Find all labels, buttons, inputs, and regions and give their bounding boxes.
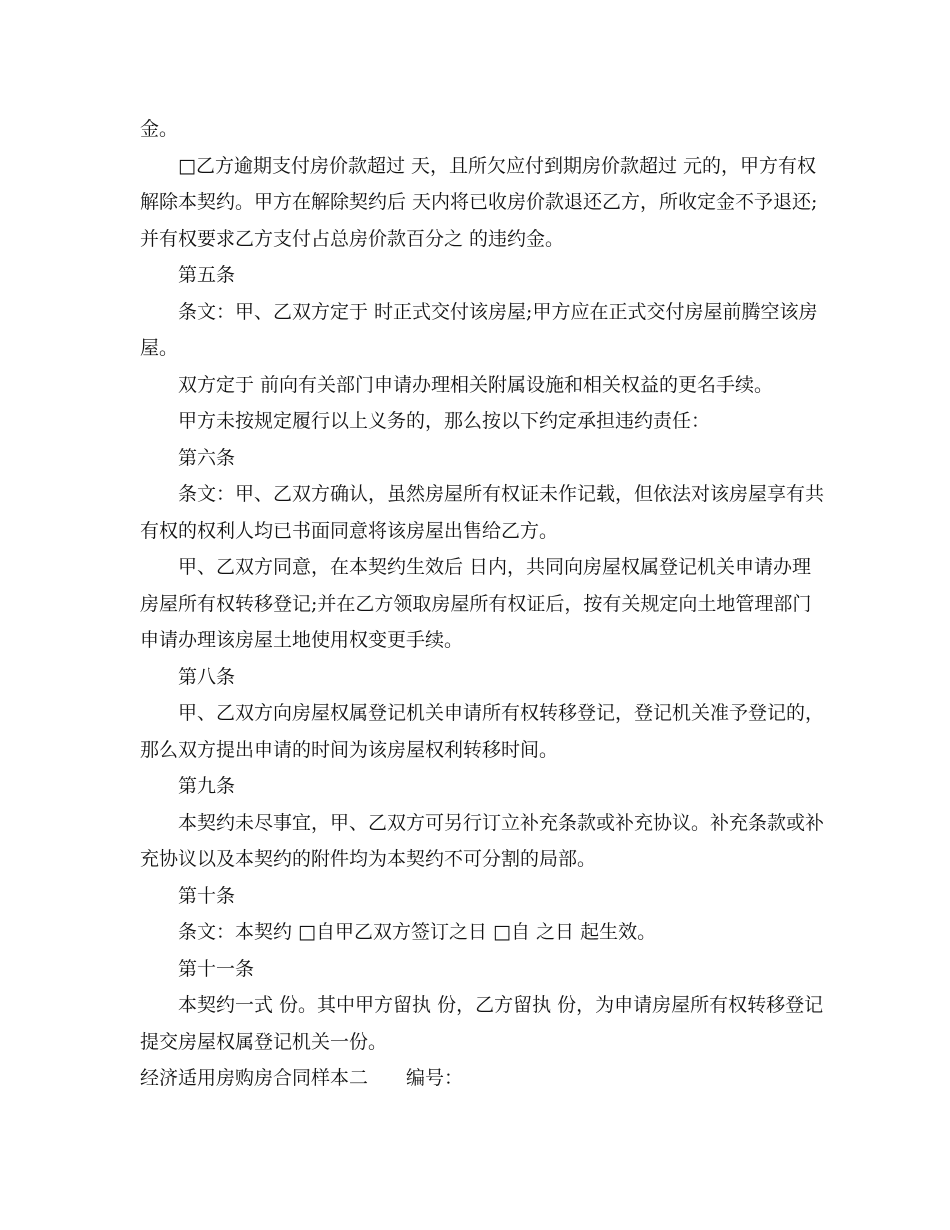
text-line: 甲方未按规定履行以上义务的，那么按以下约定承担违约责任：: [178, 410, 711, 432]
text-line: 房屋所有权转移登记;并在乙方领取房屋所有权证后，按有关规定向土地管理部门: [140, 593, 812, 615]
article-heading: 第六条: [178, 447, 236, 469]
text-line: 甲、乙双方同意，在本契约生效后 日内，共同向房屋权属登记机关申请办理: [178, 556, 812, 578]
text-line: 条文：甲、乙双方定于 时正式交付该房屋;甲方应在正式交付房屋前腾空该房: [178, 301, 818, 323]
text-line: 条文：本契约 □自甲乙双方签订之日 □自 之日 起生效。: [178, 921, 657, 943]
text-line: 本契约一式 份。其中甲方留执 份，乙方留执 份，为申请房屋所有权转移登记: [178, 994, 824, 1016]
text-line: 本契约未尽事宜，甲、乙双方可另行订立补充条款或补充协议。补充条款或补: [178, 812, 825, 834]
text-line: □乙方逾期支付房价款超过 天，且所欠应付到期房价款超过 元的，甲方有权: [178, 155, 817, 177]
text-line: 屋。: [140, 337, 179, 359]
text-line: 有权的权利人均已书面同意将该房屋出售给乙方。: [140, 520, 559, 542]
article-heading: 第十条: [178, 885, 236, 907]
article-heading: 第九条: [178, 775, 236, 797]
text-line: 条文：甲、乙双方确认，虽然房屋所有权证未作记载，但依法对该房屋享有共: [178, 483, 825, 505]
text-line: 提交房屋权属登记机关一份。: [140, 1031, 388, 1053]
text-line: 解除本契约。甲方在解除契约后 天内将已收房价款退还乙方，所收定金不予退还;: [140, 191, 818, 213]
article-heading: 第八条: [178, 666, 236, 688]
article-heading: 第十一条: [178, 958, 255, 980]
article-heading: 第五条: [178, 264, 236, 286]
text-line: 甲、乙双方向房屋权属登记机关申请所有权转移登记，登记机关准予登记的，: [178, 702, 825, 724]
text-line: 申请办理该房屋土地使用权变更手续。: [140, 629, 464, 651]
document-title-line: 经济适用房购房合同样本二 编号：: [140, 1067, 464, 1089]
text-line: 并有权要求乙方支付占总房价款百分之 的违约金。: [140, 228, 565, 250]
text-line: 金。: [140, 118, 179, 140]
text-line: 那么双方提出申请的时间为该房屋权利转移时间。: [140, 739, 559, 761]
text-line: 充协议以及本契约的附件均为本契约不可分割的局部。: [140, 848, 597, 870]
text-line: 双方定于 前向有关部门申请办理相关附属设施和相关权益的更名手续。: [178, 374, 774, 396]
